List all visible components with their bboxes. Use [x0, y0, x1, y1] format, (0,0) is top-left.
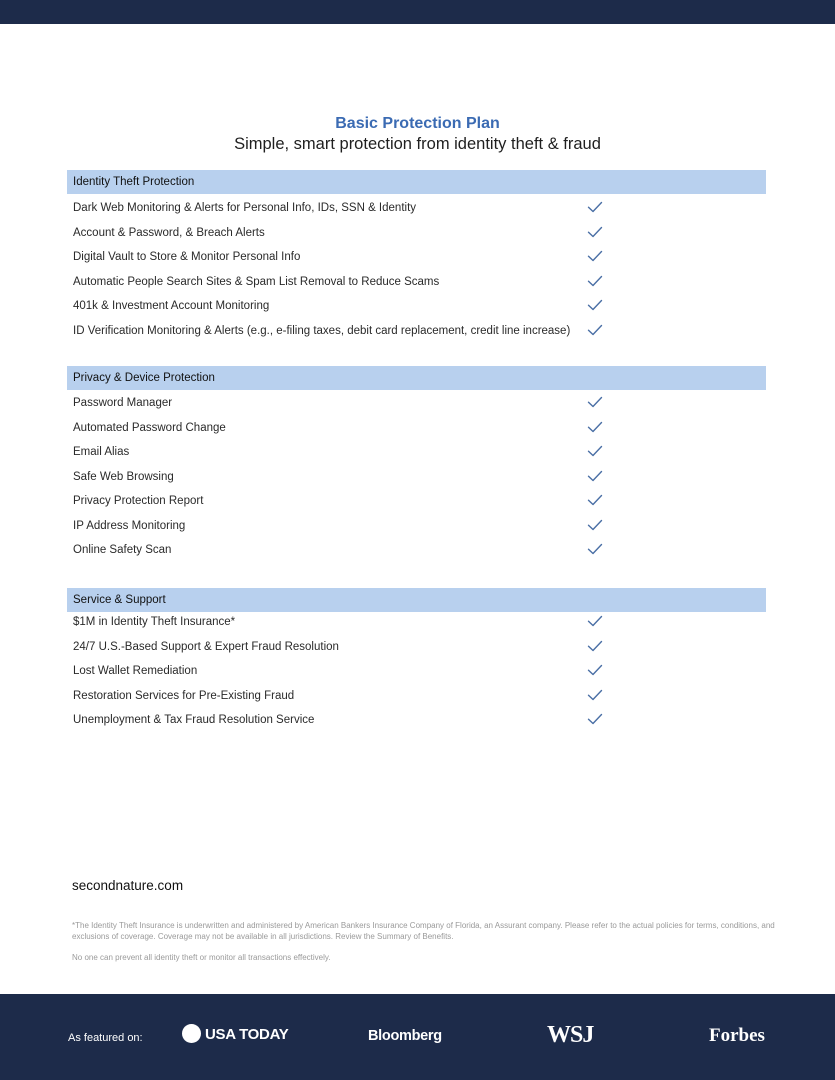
check-icon: [587, 639, 603, 653]
feature-label: Automated Password Change: [73, 421, 226, 434]
check-icon: [587, 663, 603, 677]
feature-section: [67, 170, 766, 337]
feature-label: Automatic People Search Sites & Spam List Removal to Reduce Scams: [73, 275, 440, 288]
feature-label: Unemployment & Tax Fraud Resolution Service: [73, 714, 315, 726]
insurance-disclaimer: *The Identity Theft Insurance is underwritten and administered by American Bankers Insurance Company of Florida, an Assurant company. Please refer to the actual policies for terms, conditions, and exclusions of coverage. Coverage may not be available in all jurisdictions. Review the Summary of Benefits.: [72, 921, 775, 941]
check-icon: [587, 444, 603, 458]
feature-label: Digital Vault to Store & Monitor Personal Info: [73, 251, 301, 263]
usa-today-dot-icon: [182, 1024, 201, 1043]
feature-label: 24/7 U.S.-Based Support & Expert Fraud Resolution: [73, 640, 339, 653]
wsj-logo: WSJ: [547, 1022, 594, 1048]
check-icon: [587, 395, 603, 409]
check-icon: [587, 200, 603, 214]
featured-label: As featured on:: [68, 1032, 143, 1044]
feature-label: $1M in Identity Theft Insurance*: [73, 616, 236, 628]
feature-label: Account & Password, & Breach Alerts: [73, 226, 265, 239]
feature-label: Password Manager: [73, 397, 173, 409]
top-bar: [0, 0, 835, 24]
check-icon: [587, 614, 603, 628]
section-header: Privacy & Device Protection: [67, 366, 766, 390]
feature-label: Privacy Protection Report: [73, 495, 204, 507]
section-header: Service & Support: [67, 588, 766, 612]
feature-label: Dark Web Monitoring & Alerts for Personal Info, IDs, SSN & Identity: [73, 202, 417, 214]
check-icon: [587, 274, 603, 288]
feature-label: 401k & Investment Account Monitoring: [73, 300, 270, 312]
check-icon: [587, 518, 603, 532]
feature-section: [67, 588, 766, 726]
check-icon: [587, 225, 603, 239]
feature-label: Email Alias: [73, 446, 130, 458]
check-icon: [587, 469, 603, 483]
plan-title: Basic Protection Plan: [335, 115, 500, 132]
feature-label: IP Address Monitoring: [73, 519, 186, 532]
feature-section: [67, 366, 766, 556]
check-icon: [587, 323, 603, 337]
check-icon: [587, 712, 603, 726]
feature-label: Safe Web Browsing: [73, 470, 174, 483]
check-icon: [587, 420, 603, 434]
forbes-logo: Forbes: [709, 1025, 765, 1046]
check-icon: [587, 688, 603, 702]
prevention-disclaimer: No one can prevent all identity theft or monitor all transactions effectively.: [72, 953, 331, 962]
website-link[interactable]: secondnature.com: [72, 878, 184, 893]
check-icon: [587, 298, 603, 312]
usa-today-logo: USA TODAY: [182, 1026, 288, 1043]
check-icon: [587, 542, 603, 556]
check-icon: [587, 249, 603, 263]
feature-label: Lost Wallet Remediation: [73, 665, 198, 677]
plan-subtitle: Simple, smart protection from identity theft & fraud: [234, 135, 601, 153]
check-icon: [587, 493, 603, 507]
feature-label: ID Verification Monitoring & Alerts (e.g., e-filing taxes, debit card replacement, credit line increase): [73, 324, 571, 337]
bloomberg-logo: Bloomberg: [368, 1028, 442, 1044]
feature-label: Restoration Services for Pre-Existing Fraud: [73, 689, 295, 702]
section-header: Identity Theft Protection: [67, 170, 766, 194]
footer-bar: [0, 994, 835, 1080]
feature-label: Online Safety Scan: [73, 544, 172, 556]
